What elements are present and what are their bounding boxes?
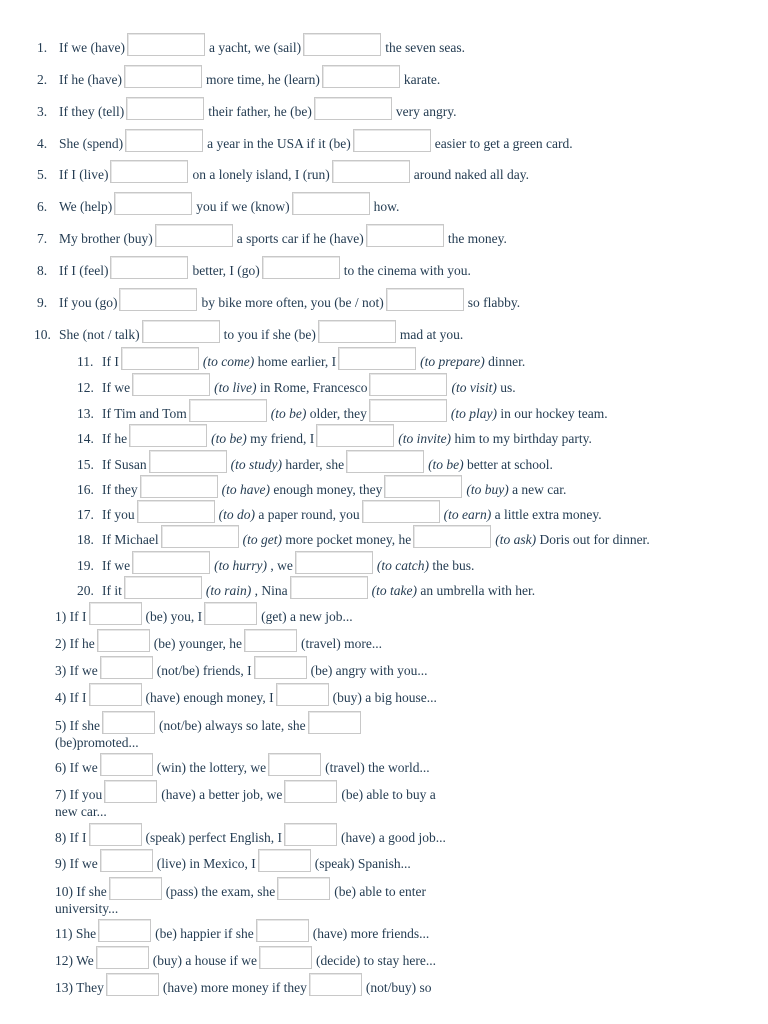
prompt-text: If she (76, 884, 107, 899)
answer-gap[interactable] (89, 602, 142, 625)
exercise-line (55, 656, 428, 679)
prompt-text: better at school. (467, 457, 553, 472)
exercise-line (77, 347, 525, 370)
answer-gap[interactable] (137, 500, 215, 523)
answer-gap[interactable] (268, 753, 321, 776)
prompt-text: If they (102, 482, 138, 497)
item-number: 10. (34, 327, 51, 342)
prompt-text: a little extra money. (494, 507, 602, 522)
prompt-text: (buy) a big house... (332, 690, 437, 705)
prompt-text: in our hockey team. (500, 406, 608, 421)
verb-cue: (to have) (221, 482, 270, 497)
item-number: 14. (77, 431, 94, 446)
prompt-text: (have) enough money, I (145, 690, 274, 705)
prompt-text: If we (69, 663, 98, 678)
exercise-line (55, 973, 431, 996)
prompt-text: (decide) to stay here... (316, 953, 436, 968)
exercise-line (55, 629, 382, 652)
answer-gap[interactable] (284, 780, 337, 803)
item-number: 8. (37, 263, 48, 278)
item-number: 7. (37, 231, 48, 246)
prompt-text: a new car. (512, 482, 567, 497)
answer-gap[interactable] (258, 849, 311, 872)
answer-gap[interactable] (277, 877, 330, 900)
answer-gap[interactable] (155, 224, 233, 247)
prompt-text: (speak) perfect English, I (145, 830, 282, 845)
exercise-line (34, 320, 463, 343)
item-number: 5) (55, 718, 67, 733)
prompt-text: the money. (447, 231, 507, 246)
exercise-line (77, 424, 592, 447)
prompt-text: (have) more money if they (162, 980, 307, 995)
prompt-text: , we (270, 558, 293, 573)
item-number: 6. (37, 199, 48, 214)
item-number: 17. (77, 507, 94, 522)
item-number: 15. (77, 457, 94, 472)
answer-gap[interactable] (316, 424, 394, 447)
answer-gap[interactable] (110, 160, 188, 183)
answer-gap[interactable] (161, 525, 239, 548)
answer-gap[interactable] (104, 780, 157, 803)
verb-cue: (to be) (211, 431, 247, 446)
prompt-text: you if we (know) (196, 199, 290, 214)
prompt-text: (be) younger, he (153, 636, 243, 651)
prompt-text: more time, he (learn) (205, 72, 320, 87)
answer-gap[interactable] (386, 288, 464, 311)
exercise-line (55, 753, 430, 776)
item-number: 11. (77, 354, 94, 369)
verb-cue: (to visit) (451, 380, 497, 395)
answer-gap[interactable] (142, 320, 220, 343)
prompt-text: If it (102, 583, 122, 598)
verb-cue: (to play) (450, 406, 498, 421)
exercise-line (55, 683, 437, 706)
prompt-text: If Susan (102, 457, 147, 472)
prompt-text: If he (102, 431, 128, 446)
prompt-text: If he (69, 636, 95, 651)
answer-gap[interactable] (262, 256, 340, 279)
prompt-text: If I (69, 830, 87, 845)
answer-gap[interactable] (100, 753, 153, 776)
answer-gap[interactable] (346, 450, 424, 473)
exercise-line-continuation (55, 901, 118, 917)
answer-gap[interactable] (384, 475, 462, 498)
answer-gap[interactable] (259, 946, 312, 969)
prompt-text: If we (102, 380, 131, 395)
verb-cue: (to do) (218, 507, 255, 522)
item-number: 5. (37, 167, 48, 182)
prompt-text: (have) a better job, we (161, 787, 283, 802)
prompt-text: (travel) the world... (325, 760, 430, 775)
answer-gap[interactable] (189, 399, 267, 422)
prompt-text: home earlier, I (257, 354, 337, 369)
answer-gap[interactable] (121, 347, 199, 370)
prompt-text: (be) able to buy a (341, 787, 436, 802)
verb-cue: (to prepare) (420, 354, 485, 369)
item-number: 9) (55, 856, 67, 871)
prompt-text: If he (have) (59, 72, 122, 87)
answer-gap[interactable] (322, 65, 400, 88)
prompt-text: easier to get a green card. (434, 136, 573, 151)
exercise-line (55, 780, 436, 803)
item-number: 4) (55, 690, 67, 705)
verb-cue: (to come) (202, 354, 255, 369)
prompt-text: very angry. (395, 104, 457, 119)
prompt-text: (be) happier if she (155, 926, 254, 941)
answer-gap[interactable] (276, 683, 329, 706)
answer-gap[interactable] (132, 551, 210, 574)
prompt-text: on a lonely island, I (run) (192, 167, 330, 182)
answer-gap[interactable] (124, 65, 202, 88)
answer-gap[interactable] (102, 711, 155, 734)
verb-cue: (to buy) (466, 482, 509, 497)
prompt-text: If we (69, 856, 98, 871)
answer-gap[interactable] (129, 424, 207, 447)
exercise-line (55, 602, 353, 625)
answer-gap[interactable] (89, 823, 142, 846)
answer-gap[interactable] (127, 33, 205, 56)
verb-cue: (to take) (371, 583, 417, 598)
prompt-text: If I (69, 690, 87, 705)
prompt-text: the seven seas. (385, 40, 466, 55)
answer-gap[interactable] (369, 373, 447, 396)
answer-gap[interactable] (132, 373, 210, 396)
answer-gap[interactable] (97, 629, 150, 652)
answer-gap[interactable] (96, 946, 149, 969)
answer-gap[interactable] (318, 320, 396, 343)
answer-gap[interactable] (149, 450, 227, 473)
answer-gap[interactable] (106, 973, 159, 996)
answer-gap[interactable] (119, 288, 197, 311)
prompt-text: (speak) Spanish... (314, 856, 411, 871)
item-number: 2. (37, 72, 48, 87)
item-number: 1) (55, 609, 67, 624)
answer-gap[interactable] (109, 877, 162, 900)
prompt-text: harder, she (285, 457, 345, 472)
verb-cue: (to catch) (376, 558, 429, 573)
answer-gap[interactable] (100, 849, 153, 872)
answer-gap[interactable] (295, 551, 373, 574)
prompt-text: (not/buy) so (365, 980, 432, 995)
answer-gap[interactable] (100, 656, 153, 679)
item-number: 11) (55, 926, 73, 941)
exercise-line (77, 576, 535, 599)
prompt-text: to you if she (be) (223, 327, 316, 342)
prompt-text: My brother (buy) (59, 231, 153, 246)
exercise-line-continuation (55, 735, 139, 751)
answer-gap[interactable] (124, 576, 202, 599)
answer-gap[interactable] (284, 823, 337, 846)
prompt-text: (buy) a house if we (152, 953, 258, 968)
item-number: 2) (55, 636, 67, 651)
prompt-text: If we (69, 760, 98, 775)
answer-gap[interactable] (256, 919, 309, 942)
item-number: 20. (77, 583, 94, 598)
prompt-text: , Nina (254, 583, 288, 598)
prompt-text: a paper round, you (258, 507, 360, 522)
item-number: 13) (55, 980, 73, 995)
item-number: 12) (55, 953, 73, 968)
answer-gap[interactable] (126, 97, 204, 120)
verb-cue: (to rain) (205, 583, 252, 598)
exercise-line (55, 919, 429, 942)
prompt-text: enough money, they (273, 482, 383, 497)
prompt-text: She (spend) (59, 136, 124, 151)
answer-gap[interactable] (362, 500, 440, 523)
verb-cue: (to study) (230, 457, 282, 472)
prompt-text: so flabby. (467, 295, 521, 310)
exercise-line (37, 160, 529, 183)
prompt-text: If I (feel) (59, 263, 109, 278)
item-number: 4. (37, 136, 48, 151)
answer-gap[interactable] (125, 129, 203, 152)
prompt-text: dinner. (488, 354, 526, 369)
prompt-text: better, I (go) (192, 263, 260, 278)
verb-cue: (to live) (214, 380, 257, 395)
prompt-text: They (76, 980, 104, 995)
exercise-line-continuation (55, 804, 107, 820)
prompt-text: If you (69, 787, 103, 802)
prompt-text: (have) more friends... (312, 926, 430, 941)
prompt-text: (be) you, I (145, 609, 203, 624)
item-number: 18. (77, 532, 94, 547)
prompt-text: the bus. (432, 558, 475, 573)
prompt-text: If I (69, 609, 87, 624)
verb-cue: (to earn) (443, 507, 492, 522)
prompt-text: more pocket money, he (285, 532, 412, 547)
exercise-line (77, 373, 516, 396)
prompt-text: a sports car if he (have) (236, 231, 364, 246)
prompt-text: If she (69, 718, 100, 733)
verb-cue: (to ask) (495, 532, 537, 547)
exercise-line (77, 475, 566, 498)
answer-gap[interactable] (98, 919, 151, 942)
prompt-text: (pass) the exam, she (165, 884, 276, 899)
prompt-text: (be)promoted... (55, 735, 139, 750)
prompt-text: (be) able to enter (334, 884, 427, 899)
item-number: 3. (37, 104, 48, 119)
exercise-line (37, 129, 573, 152)
item-number: 1. (37, 40, 48, 55)
item-number: 16. (77, 482, 94, 497)
answer-gap[interactable] (303, 33, 381, 56)
prompt-text: a yacht, we (sail) (208, 40, 302, 55)
prompt-text: him to my birthday party. (454, 431, 592, 446)
prompt-text: (be) angry with you... (310, 663, 428, 678)
item-number: 8) (55, 830, 67, 845)
verb-cue: (to be) (428, 457, 464, 472)
exercise-line (55, 877, 426, 900)
prompt-text: If you (102, 507, 135, 522)
prompt-text: karate. (403, 72, 441, 87)
exercise-line (55, 823, 446, 846)
answer-gap[interactable] (309, 973, 362, 996)
answer-gap[interactable] (89, 683, 142, 706)
item-number: 12. (77, 380, 94, 395)
prompt-text: how. (373, 199, 400, 214)
answer-gap[interactable] (369, 399, 447, 422)
prompt-text: If we (102, 558, 131, 573)
answer-gap[interactable] (292, 192, 370, 215)
answer-gap[interactable] (110, 256, 188, 279)
prompt-text: (live) in Mexico, I (156, 856, 256, 871)
item-number: 3) (55, 663, 67, 678)
answer-gap[interactable] (204, 602, 257, 625)
answer-gap[interactable] (254, 656, 307, 679)
prompt-text: If I (102, 354, 119, 369)
exercise-line (37, 97, 457, 120)
prompt-text: university... (55, 901, 119, 916)
answer-gap[interactable] (114, 192, 192, 215)
verb-cue: (to get) (242, 532, 282, 547)
prompt-text: If Michael (102, 532, 159, 547)
prompt-text: a year in the USA if it (be) (207, 136, 351, 151)
item-number: 7) (55, 787, 67, 802)
item-number: 10) (55, 884, 73, 899)
exercise-line (37, 256, 471, 279)
exercise-line (37, 33, 465, 56)
prompt-text: She (not / talk) (59, 327, 140, 342)
prompt-text: older, they (309, 406, 367, 421)
prompt-text: an umbrella with her. (420, 583, 536, 598)
exercise-line (77, 500, 602, 523)
answer-gap[interactable] (366, 224, 444, 247)
prompt-text: in Rome, Francesco (259, 380, 368, 395)
answer-gap[interactable] (353, 129, 431, 152)
prompt-text: We (76, 953, 94, 968)
exercise-line (55, 849, 411, 872)
item-number: 9. (37, 295, 48, 310)
prompt-text: We (help) (59, 199, 113, 214)
exercise-line (77, 551, 474, 574)
verb-cue: (to invite) (398, 431, 452, 446)
prompt-text: (not/be) friends, I (156, 663, 252, 678)
prompt-text: (win) the lottery, we (156, 760, 267, 775)
prompt-text: If I (live) (59, 167, 109, 182)
prompt-text: us. (500, 380, 516, 395)
answer-gap[interactable] (332, 160, 410, 183)
answer-gap[interactable] (244, 629, 297, 652)
prompt-text: If you (go) (59, 295, 118, 310)
prompt-text: If they (tell) (59, 104, 125, 119)
prompt-text: If we (have) (59, 40, 125, 55)
exercise-line (37, 224, 507, 247)
verb-cue: (to hurry) (214, 558, 267, 573)
item-number: 13. (77, 406, 94, 421)
prompt-text: (not/be) always so late, she (159, 718, 306, 733)
exercise-line (37, 288, 520, 311)
exercise-line (37, 192, 399, 215)
prompt-text: my friend, I (250, 431, 315, 446)
answer-gap[interactable] (413, 525, 491, 548)
exercise-line (77, 399, 608, 422)
prompt-text: new car... (55, 804, 107, 819)
prompt-text: (get) a new job... (261, 609, 353, 624)
prompt-text: If Tim and Tom (102, 406, 187, 421)
item-number: 19. (77, 558, 94, 573)
prompt-text: around naked all day. (413, 167, 530, 182)
answer-gap[interactable] (314, 97, 392, 120)
exercise-line (77, 525, 650, 548)
prompt-text: She (75, 926, 97, 941)
answer-gap[interactable] (140, 475, 218, 498)
prompt-text: Doris out for dinner. (539, 532, 650, 547)
prompt-text: (have) a good job... (340, 830, 446, 845)
answer-gap[interactable] (308, 711, 361, 734)
answer-gap[interactable] (338, 347, 416, 370)
exercise-line (55, 711, 365, 734)
exercise-line (55, 946, 436, 969)
exercise-line (37, 65, 440, 88)
exercise-line (77, 450, 553, 473)
verb-cue: (to be) (270, 406, 307, 421)
prompt-text: mad at you. (399, 327, 464, 342)
answer-gap[interactable] (290, 576, 368, 599)
prompt-text: by bike more often, you (be / not) (201, 295, 384, 310)
item-number: 6) (55, 760, 67, 775)
prompt-text: to the cinema with you. (343, 263, 471, 278)
prompt-text: (travel) more... (301, 636, 383, 651)
prompt-text: their father, he (be) (208, 104, 312, 119)
